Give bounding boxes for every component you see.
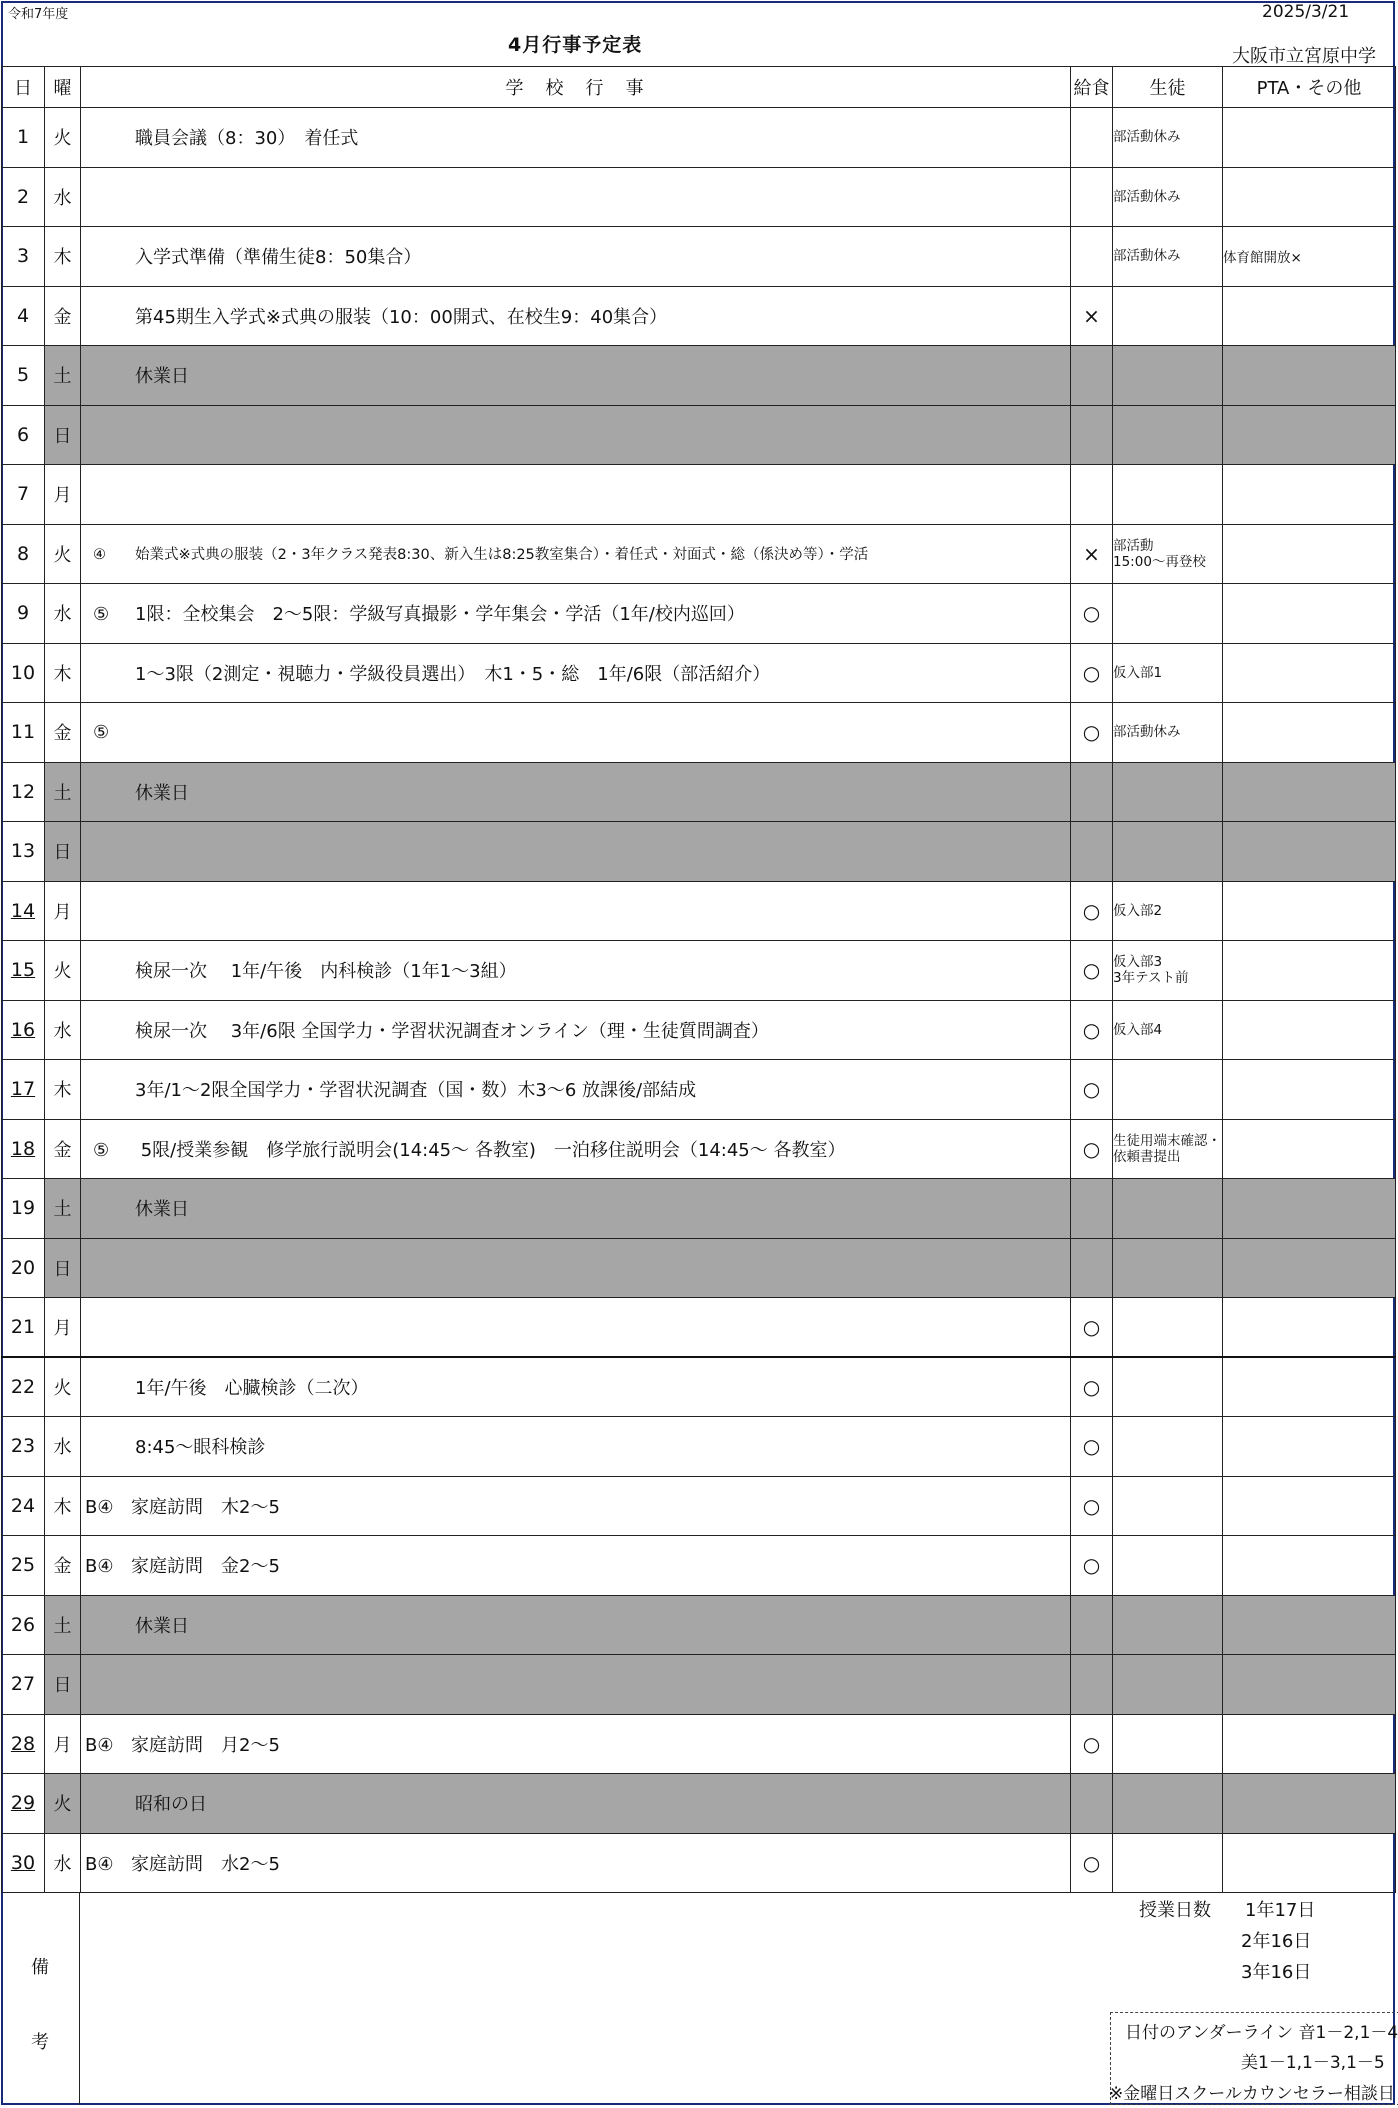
event-cell	[81, 1119, 1071, 1179]
day-number	[2, 1238, 45, 1298]
pta-note	[1223, 1238, 1396, 1298]
student-note	[1113, 1595, 1223, 1655]
col-events: 学 校 行 事	[81, 67, 1071, 108]
school-name: 大阪市立宮原中学	[1232, 46, 1376, 67]
schedule-row	[2, 1238, 1396, 1298]
day-of-week: 金	[45, 703, 81, 763]
pta-note	[1223, 1179, 1396, 1239]
lunch-mark	[1071, 1238, 1113, 1298]
student-note: 仮入部1	[1113, 643, 1223, 703]
day-number-text: 22	[10, 1376, 36, 1398]
day-of-week: 水	[45, 1000, 81, 1060]
schedule-row	[2, 1417, 1396, 1477]
pta-note	[1223, 1298, 1396, 1358]
event-cell	[81, 941, 1071, 1001]
student-note: 部活動休み	[1113, 703, 1223, 763]
schedule-row	[2, 584, 1396, 644]
lunch-mark	[1071, 405, 1113, 465]
event-cell	[81, 1298, 1071, 1358]
day-number-text: 13	[10, 840, 36, 863]
pta-note	[1223, 1774, 1396, 1834]
event-text: 家庭訪問 金2～5	[131, 1556, 280, 1578]
day-number	[2, 1476, 45, 1536]
event-cell	[81, 524, 1071, 584]
day-number	[2, 1595, 45, 1655]
lunch-mark	[1071, 167, 1113, 227]
schedule-row	[2, 822, 1396, 882]
schedule-row	[2, 703, 1396, 763]
student-note: 部活動休み	[1113, 227, 1223, 287]
day-of-week: 火	[45, 1774, 81, 1834]
day-number-text: 29	[10, 1792, 36, 1815]
day-number	[2, 584, 45, 644]
lunch-mark: ○	[1071, 1417, 1113, 1477]
schedule-row	[2, 108, 1396, 168]
pta-note	[1223, 1000, 1396, 1060]
pta-note	[1223, 346, 1396, 406]
student-note	[1113, 1655, 1223, 1715]
lunch-mark	[1071, 465, 1113, 525]
day-number	[2, 286, 45, 346]
event-cell	[81, 762, 1071, 822]
day-number	[2, 1655, 45, 1715]
event-cell	[81, 584, 1071, 644]
lunch-mark: ○	[1071, 1119, 1113, 1179]
event-text: 1～3限（2測定・視聴力・学級役員選出） 木1・5・総 1年/6限（部活紹介）	[135, 663, 771, 685]
event-cell	[81, 1714, 1071, 1774]
day-number	[2, 1774, 45, 1834]
event-cell	[81, 643, 1071, 703]
schedule-row	[2, 1179, 1396, 1239]
day-number-text: 7	[16, 483, 30, 506]
event-cell	[81, 167, 1071, 227]
student-note	[1113, 465, 1223, 525]
event-text: 1年/午後 心臓検診（二次）	[135, 1378, 369, 1399]
underline-note-1: 日付のアンダーライン 音1－2,1－4	[1125, 2023, 1398, 2043]
pta-note	[1223, 1119, 1396, 1179]
day-number-text: 5	[16, 364, 30, 387]
event-text: 休業日	[135, 366, 189, 388]
pta-note	[1223, 1357, 1396, 1417]
schedule-row	[2, 1298, 1396, 1358]
schedule-row	[2, 1536, 1396, 1596]
event-text: 検尿一次 1年/午後 内科検診（1年1～3組）	[135, 961, 517, 983]
schedule-row	[2, 405, 1396, 465]
lunch-mark: ○	[1071, 643, 1113, 703]
day-of-week: 土	[45, 1179, 81, 1239]
pta-note	[1223, 465, 1396, 525]
schedule-row	[2, 346, 1396, 406]
lunch-mark: ○	[1071, 1060, 1113, 1120]
pta-note	[1223, 822, 1396, 882]
student-note	[1113, 346, 1223, 406]
lunch-mark: ○	[1071, 1833, 1113, 1893]
remarks-label-1: 備	[31, 1957, 49, 1978]
event-cell	[81, 822, 1071, 882]
period-marker: ⑤	[93, 721, 110, 743]
lunch-mark	[1071, 1655, 1113, 1715]
schedule-row	[2, 1357, 1396, 1417]
school-days-title: 授業日数	[1139, 1900, 1211, 1921]
student-note	[1113, 1298, 1223, 1358]
day-number-text: 28	[10, 1732, 36, 1755]
day-number-text: 16	[10, 1018, 36, 1041]
lunch-mark	[1071, 346, 1113, 406]
period-marker: B④	[85, 1734, 114, 1756]
day-number	[2, 108, 45, 168]
school-days-grade2: 2年16日	[1241, 1931, 1312, 1952]
schedule-row	[2, 1833, 1396, 1893]
day-number	[2, 1119, 45, 1179]
day-number	[2, 1536, 45, 1596]
period-marker: ④	[93, 547, 106, 564]
col-meal: 給食	[1071, 67, 1113, 108]
day-number-text: 25	[10, 1554, 36, 1577]
day-of-week: 金	[45, 1536, 81, 1596]
event-cell	[81, 1238, 1071, 1298]
pta-note	[1223, 108, 1396, 168]
day-number-text: 26	[10, 1613, 36, 1636]
schedule-row	[2, 1774, 1396, 1834]
event-text: 休業日	[135, 782, 189, 804]
event-cell	[81, 1595, 1071, 1655]
student-note	[1113, 1238, 1223, 1298]
pta-note	[1223, 167, 1396, 227]
pta-note	[1223, 1595, 1396, 1655]
lunch-mark	[1071, 227, 1113, 287]
day-of-week: 日	[45, 822, 81, 882]
event-cell	[81, 1417, 1071, 1477]
day-number-text: 4	[16, 304, 30, 327]
page-title: 4月行事予定表	[508, 34, 643, 56]
event-cell	[81, 108, 1071, 168]
event-cell	[81, 286, 1071, 346]
lunch-mark	[1071, 1595, 1113, 1655]
table-header-row	[2, 67, 1396, 108]
day-number-text: 10	[10, 661, 36, 684]
event-cell	[81, 227, 1071, 287]
schedule-row	[2, 643, 1396, 703]
school-days-grade3: 3年16日	[1241, 1962, 1312, 1983]
pta-note	[1223, 1655, 1396, 1715]
event-text: 休業日	[135, 1615, 189, 1637]
day-number	[2, 1714, 45, 1774]
remarks-label	[1, 1893, 80, 2105]
pta-note	[1223, 524, 1396, 584]
day-number	[2, 1060, 45, 1120]
event-text: 家庭訪問 月2～5	[131, 1734, 280, 1756]
day-of-week: 月	[45, 881, 81, 941]
event-text: 検尿一次 3年/6限 全国学力・学習状況調査オンライン（理・生徒質問調査）	[135, 1020, 769, 1042]
student-note	[1113, 1833, 1223, 1893]
day-number-text: 8	[16, 542, 30, 565]
student-note	[1113, 286, 1223, 346]
schedule-row	[2, 524, 1396, 584]
pta-note	[1223, 703, 1396, 763]
day-of-week: 土	[45, 762, 81, 822]
period-marker: B④	[85, 1496, 114, 1518]
day-number-text: 19	[10, 1197, 36, 1220]
student-note	[1113, 405, 1223, 465]
day-of-week: 月	[45, 1298, 81, 1358]
day-number-text: 23	[10, 1435, 36, 1458]
student-note	[1113, 584, 1223, 644]
student-note: 仮入部3 3年テスト前	[1113, 941, 1223, 1001]
event-cell	[81, 405, 1071, 465]
lunch-mark: ×	[1071, 286, 1113, 346]
period-marker: B④	[85, 1556, 114, 1578]
day-of-week: 水	[45, 167, 81, 227]
day-number	[2, 1357, 45, 1417]
schedule-row	[2, 1714, 1396, 1774]
day-number-text: 6	[16, 423, 30, 446]
issue-date: 2025/3/21	[1262, 2, 1350, 22]
day-number	[2, 524, 45, 584]
event-text: 職員会議（8：30） 着任式	[135, 128, 359, 150]
event-cell	[81, 1000, 1071, 1060]
schedule-row	[2, 167, 1396, 227]
schedule-row	[2, 465, 1396, 525]
day-of-week: 火	[45, 524, 81, 584]
day-of-week: 月	[45, 465, 81, 525]
day-number	[2, 167, 45, 227]
lunch-mark: ○	[1071, 584, 1113, 644]
student-note	[1113, 1417, 1223, 1477]
student-note	[1113, 762, 1223, 822]
lunch-mark: ○	[1071, 1000, 1113, 1060]
lunch-mark: ○	[1071, 881, 1113, 941]
pta-note	[1223, 643, 1396, 703]
student-note: 部活動休み	[1113, 108, 1223, 168]
pta-note	[1223, 1714, 1396, 1774]
counselor-note: ※金曜日スクールカウンセラー相談日	[1109, 2084, 1395, 2104]
student-note	[1113, 1179, 1223, 1239]
event-text: 5限/授業参観 修学旅行説明会(14:45～ 各教室) 一泊移住説明会（14:45～ 各教室）	[135, 1139, 846, 1161]
lunch-mark: ○	[1071, 1357, 1113, 1417]
event-cell	[81, 1476, 1071, 1536]
day-number-text: 1	[16, 126, 30, 149]
day-of-week: 水	[45, 1833, 81, 1893]
pta-note	[1223, 405, 1396, 465]
day-number-text: 9	[16, 602, 30, 625]
event-text: 昭和の日	[135, 1794, 207, 1816]
schedule-table	[1, 66, 1396, 1893]
student-note: 仮入部4	[1113, 1000, 1223, 1060]
lunch-mark: ○	[1071, 1714, 1113, 1774]
student-note	[1113, 1357, 1223, 1417]
day-of-week: 水	[45, 584, 81, 644]
lunch-mark	[1071, 822, 1113, 882]
student-note	[1113, 1714, 1223, 1774]
event-text: 家庭訪問 木2～5	[131, 1496, 280, 1518]
day-number	[2, 1298, 45, 1358]
pta-note	[1223, 1417, 1396, 1477]
lunch-mark: ○	[1071, 941, 1113, 1001]
day-of-week: 木	[45, 1476, 81, 1536]
event-cell	[81, 346, 1071, 406]
event-text: 休業日	[135, 1199, 189, 1221]
student-note	[1113, 1060, 1223, 1120]
lunch-mark	[1071, 762, 1113, 822]
schedule-row	[2, 1060, 1396, 1120]
student-note	[1113, 1536, 1223, 1596]
remarks-section	[1, 1893, 1398, 2105]
underline-note-2: 美1－1,1－3,1－5	[1241, 2053, 1385, 2073]
event-cell	[81, 703, 1071, 763]
day-number	[2, 762, 45, 822]
pta-note	[1223, 1060, 1396, 1120]
schedule-row	[2, 1655, 1396, 1715]
period-marker: ⑤	[93, 1139, 110, 1161]
day-number-text: 17	[10, 1078, 36, 1101]
pta-note	[1223, 1536, 1396, 1596]
day-number	[2, 227, 45, 287]
student-note	[1113, 1774, 1223, 1834]
day-number	[2, 346, 45, 406]
event-cell	[81, 1357, 1071, 1417]
lunch-mark: ○	[1071, 703, 1113, 763]
lunch-mark	[1071, 1179, 1113, 1239]
day-number-text: 18	[10, 1137, 36, 1160]
event-cell	[81, 1774, 1071, 1834]
event-cell	[81, 881, 1071, 941]
day-number	[2, 465, 45, 525]
schedule-row	[2, 1000, 1396, 1060]
event-cell	[81, 1536, 1071, 1596]
event-text: 8:45～眼科検診	[135, 1437, 266, 1459]
day-number	[2, 405, 45, 465]
student-note: 生徒用端末確認・ 依頼書提出	[1113, 1119, 1223, 1179]
day-number-text: 3	[16, 245, 30, 268]
day-of-week: 土	[45, 346, 81, 406]
event-text: 家庭訪問 水2～5	[131, 1853, 280, 1875]
lunch-mark: ○	[1071, 1476, 1113, 1536]
student-note: 部活動休み	[1113, 167, 1223, 227]
event-text: 3年/1～2限全国学力・学習状況調査（国・数）木3～6 放課後/部結成	[135, 1080, 697, 1102]
col-student: 生徒	[1113, 67, 1223, 108]
day-number-text: 11	[10, 721, 36, 744]
lunch-mark: ×	[1071, 524, 1113, 584]
col-pta: PTA・その他	[1223, 67, 1396, 108]
day-of-week: 木	[45, 643, 81, 703]
pta-note	[1223, 941, 1396, 1001]
day-of-week: 火	[45, 108, 81, 168]
pta-note	[1223, 1476, 1396, 1536]
day-number-text: 24	[10, 1494, 36, 1517]
day-of-week: 日	[45, 1238, 81, 1298]
day-number	[2, 822, 45, 882]
day-number	[2, 1179, 45, 1239]
pta-note	[1223, 881, 1396, 941]
day-number	[2, 643, 45, 703]
schedule-row	[2, 881, 1396, 941]
schedule-row	[2, 941, 1396, 1001]
day-number-text: 12	[10, 780, 36, 803]
day-number	[2, 941, 45, 1001]
schedule-row	[2, 1476, 1396, 1536]
day-number-text: 2	[16, 185, 30, 208]
day-number-text: 30	[10, 1851, 36, 1874]
day-of-week: 火	[45, 1357, 81, 1417]
day-of-week: 火	[45, 941, 81, 1001]
period-marker: ⑤	[93, 604, 110, 626]
fiscal-year: 令和7年度	[8, 7, 69, 22]
schedule-row	[2, 286, 1396, 346]
remarks-label-2: 考	[31, 2032, 49, 2053]
school-days-grade1: 1年17日	[1245, 1900, 1316, 1921]
event-cell	[81, 465, 1071, 525]
day-of-week: 月	[45, 1714, 81, 1774]
day-of-week: 日	[45, 405, 81, 465]
event-cell	[81, 1655, 1071, 1715]
pta-note	[1223, 1833, 1396, 1893]
student-note: 仮入部2	[1113, 881, 1223, 941]
schedule-row	[2, 227, 1396, 287]
event-text: 始業式※式典の服装（2・3年クラス発表8:30、新入生は8:25教室集合）・着任式・対面式・総（係決め等）・学活	[135, 547, 869, 564]
pta-note	[1223, 762, 1396, 822]
schedule-row	[2, 1119, 1396, 1179]
student-note	[1113, 1476, 1223, 1536]
lunch-mark: ○	[1071, 1536, 1113, 1596]
lunch-mark	[1071, 1774, 1113, 1834]
col-dow: 曜	[45, 67, 81, 108]
student-note	[1113, 822, 1223, 882]
day-number-text: 20	[10, 1256, 36, 1279]
day-number	[2, 1417, 45, 1477]
lunch-mark	[1071, 108, 1113, 168]
event-text: 第45期生入学式※式典の服装（10：00開式、在校生9：40集合）	[135, 306, 668, 328]
schedule-row	[2, 1595, 1396, 1655]
day-of-week: 金	[45, 1119, 81, 1179]
pta-note	[1223, 286, 1396, 346]
day-number-text: 14	[10, 899, 36, 922]
day-number	[2, 703, 45, 763]
day-number-text: 27	[10, 1673, 36, 1696]
pta-note	[1223, 584, 1396, 644]
day-of-week: 土	[45, 1595, 81, 1655]
period-marker: B④	[85, 1853, 114, 1875]
day-of-week: 金	[45, 286, 81, 346]
pta-note: 体育館開放×	[1223, 227, 1396, 287]
day-of-week: 水	[45, 1417, 81, 1477]
day-of-week: 木	[45, 1060, 81, 1120]
day-number	[2, 1000, 45, 1060]
event-cell	[81, 1833, 1071, 1893]
event-text: 1限：全校集会 2～5限：学級写真撮影・学年集会・学活（1年/校内巡回）	[135, 604, 745, 626]
event-cell	[81, 1179, 1071, 1239]
student-note: 部活動 15:00～再登校	[1113, 524, 1223, 584]
day-of-week: 日	[45, 1655, 81, 1715]
event-cell	[81, 1060, 1071, 1120]
day-number-text: 21	[10, 1316, 36, 1338]
day-number	[2, 881, 45, 941]
day-of-week: 木	[45, 227, 81, 287]
day-number-text: 15	[10, 959, 36, 982]
underline-note-box	[1110, 2012, 1398, 2105]
col-day: 日	[2, 67, 45, 108]
lunch-mark: ○	[1071, 1298, 1113, 1358]
event-text: 入学式準備（準備生徒8：50集合）	[135, 247, 422, 269]
day-number	[2, 1833, 45, 1893]
schedule-row	[2, 762, 1396, 822]
